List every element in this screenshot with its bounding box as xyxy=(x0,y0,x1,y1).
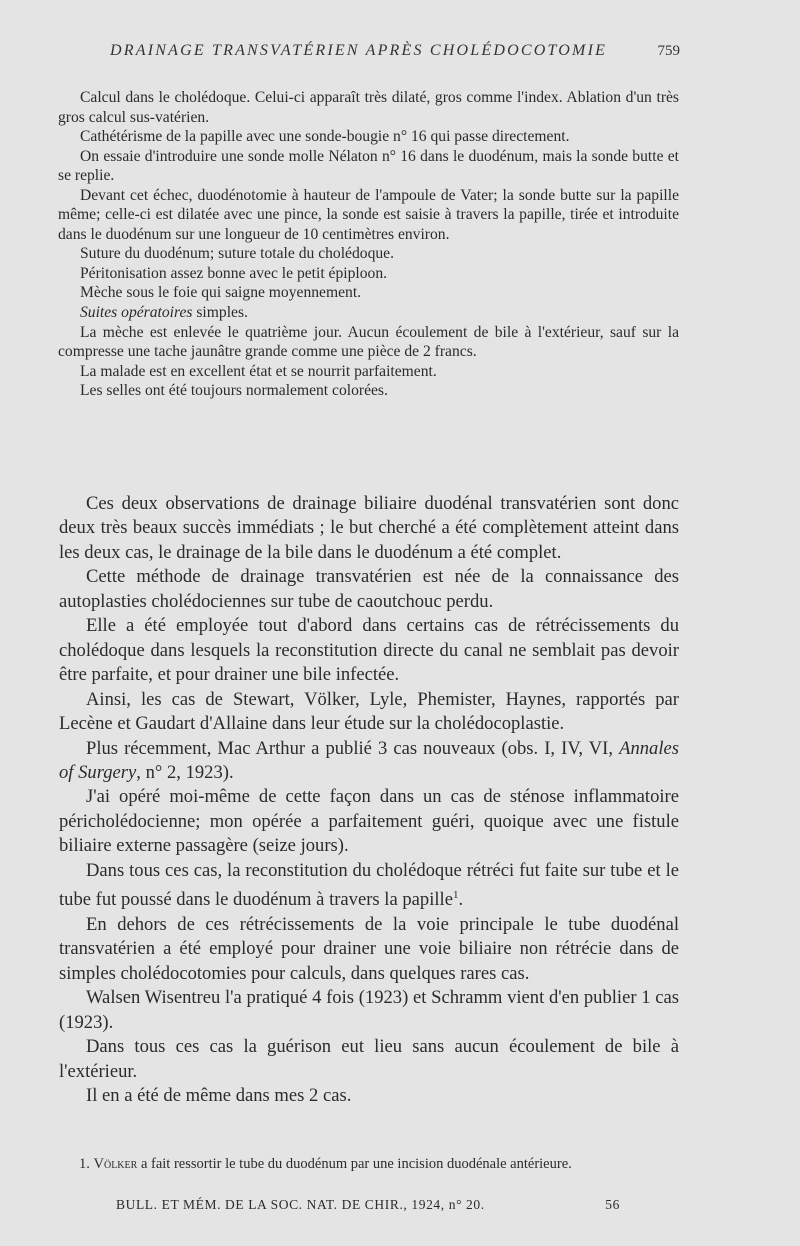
tube-paragraph xyxy=(59,859,679,913)
footnote-text: a fait ressortir le tube du duodénum par une incision duodénale antérieure. xyxy=(137,1156,572,1172)
bulletin-reference: BULL. ET MÉM. DE LA SOC. NAT. DE CHIR., 1924, n° 20. xyxy=(116,1197,485,1212)
printer-signature-mark: 56 xyxy=(605,1197,620,1212)
footnote-reference: 1 xyxy=(452,889,459,902)
mac-arthur-text: Plus récemment, Mac Arthur a publié 3 cas nouveaux (obs. I, IV, VI, xyxy=(86,737,620,759)
page-footer xyxy=(100,1197,620,1217)
running-header xyxy=(90,42,690,66)
case-observation-notes xyxy=(58,88,679,401)
body-paragraph: En dehors de ces rétrécissements de la voie principale le tube duodénal transvatérien a été employé pour drainer une voie biliaire non rétrécie dans de simples cholédocotomies pour calculs, dans quelques rares cas. xyxy=(59,913,679,984)
case-note-paragraph: Péritonisation assez bonne avec le petit épiploon. xyxy=(80,264,388,282)
body-paragraph: Cette méthode de drainage transvatérien est née de la connaissance des autoplasties cholédociennes sur tube de caoutchouc perdu. xyxy=(59,566,679,612)
case-note-paragraph: Suture du duodénum; suture totale du cholédoque. xyxy=(80,245,394,263)
tube-text: Dans tous ces cas, la reconstitution du cholédoque rétréci fut faite sur tube et le tube fut poussé dans le duodénum à travers la papille xyxy=(59,859,679,911)
footnote-author: Völker xyxy=(93,1156,138,1172)
body-paragraph: Walsen Wisentreu l'a pratiqué 4 fois (1923) et Schramm vient d'en publier 1 cas (1923). xyxy=(59,987,679,1033)
footnote-number: 1. xyxy=(79,1156,90,1172)
suites-paragraph xyxy=(58,303,679,323)
mac-arthur-after: , n° 2, 1923). xyxy=(136,761,234,783)
tube-after: . xyxy=(458,889,464,911)
main-text-body xyxy=(59,492,679,1109)
body-paragraph: Ces deux observations de drainage biliaire duodénal transvatérien sont donc deux très beaux succès immédiats ; le but cherché a été complètement atteint dans les deux cas, le drainage de la bile dans le duodénum a été complet. xyxy=(59,493,679,563)
case-note-paragraph: On essaie d'introduire une sonde molle Nélaton n° 16 dans le duodénum, mais la sonde butte et se replie. xyxy=(58,147,679,185)
journal-title: Annales of Surgery xyxy=(59,737,679,783)
case-note-paragraph: Mèche sous le foie qui saigne moyennement. xyxy=(80,284,362,302)
case-note-paragraph: La malade est en excellent état et se nourrit parfaitement. xyxy=(80,362,437,380)
mac-arthur-paragraph xyxy=(59,737,679,786)
body-paragraph: Il en a été de même dans mes 2 cas. xyxy=(86,1085,352,1107)
body-paragraph: Elle a été employée tout d'abord dans certains cas de rétrécissements du cholédoque dans lesquels la reconstitution directe du canal ne semblait pas devoir être parfaite, et pour drainer une bile infectée. xyxy=(59,615,679,686)
case-note-paragraph: Devant cet échec, duodénotomie à hauteur de l'ampoule de Vater; la sonde butte sur la papille même; celle-ci est dilatée avec une pince, la sonde est saisie à travers la papille, tirée et introduite dans le duodénum sur une longueur de 10 centimètres environ. xyxy=(58,186,679,243)
case-note-paragraph: Les selles ont été toujours normalement colorées. xyxy=(80,382,388,400)
body-paragraph: Ainsi, les cas de Stewart, Völker, Lyle, Phemister, Haynes, rapportés par Lecène et Gaudart d'Allaine dans leur étude sur la cholédocoplastie. xyxy=(59,688,679,735)
footnote xyxy=(59,1154,679,1174)
case-note-paragraph: Calcul dans le cholédoque. Celui-ci apparaît très dilaté, gros comme l'index. Ablation d'un très gros calcul sus-vatérien. xyxy=(58,89,679,126)
suites-italic: Suites opératoires xyxy=(80,304,193,322)
body-paragraph: Dans tous ces cas la guérison eut lieu sans aucun écoulement de bile à l'extérieur. xyxy=(59,1036,679,1082)
case-note-paragraph: Cathétérisme de la papille avec une sonde-bougie n° 16 qui passe directement. xyxy=(80,128,570,146)
suites-rest: simples. xyxy=(192,304,248,322)
case-note-paragraph: La mèche est enlevée le quatrième jour. Aucun écoulement de bile à l'extérieur, sauf sur la compresse une tache jaunâtre grande comme une pièce de 2 francs. xyxy=(58,323,679,361)
running-title: DRAINAGE TRANSVATÉRIEN APRÈS CHOLÉDOCOTOMIE xyxy=(110,42,608,59)
body-paragraph: J'ai opéré moi-même de cette façon dans un cas de sténose inflammatoire péricholédocienne; mon opérée a parfaitement guéri, quoique avec une fistule biliaire externe passagère (seize jours). xyxy=(59,786,679,857)
page-number: 759 xyxy=(657,43,680,59)
